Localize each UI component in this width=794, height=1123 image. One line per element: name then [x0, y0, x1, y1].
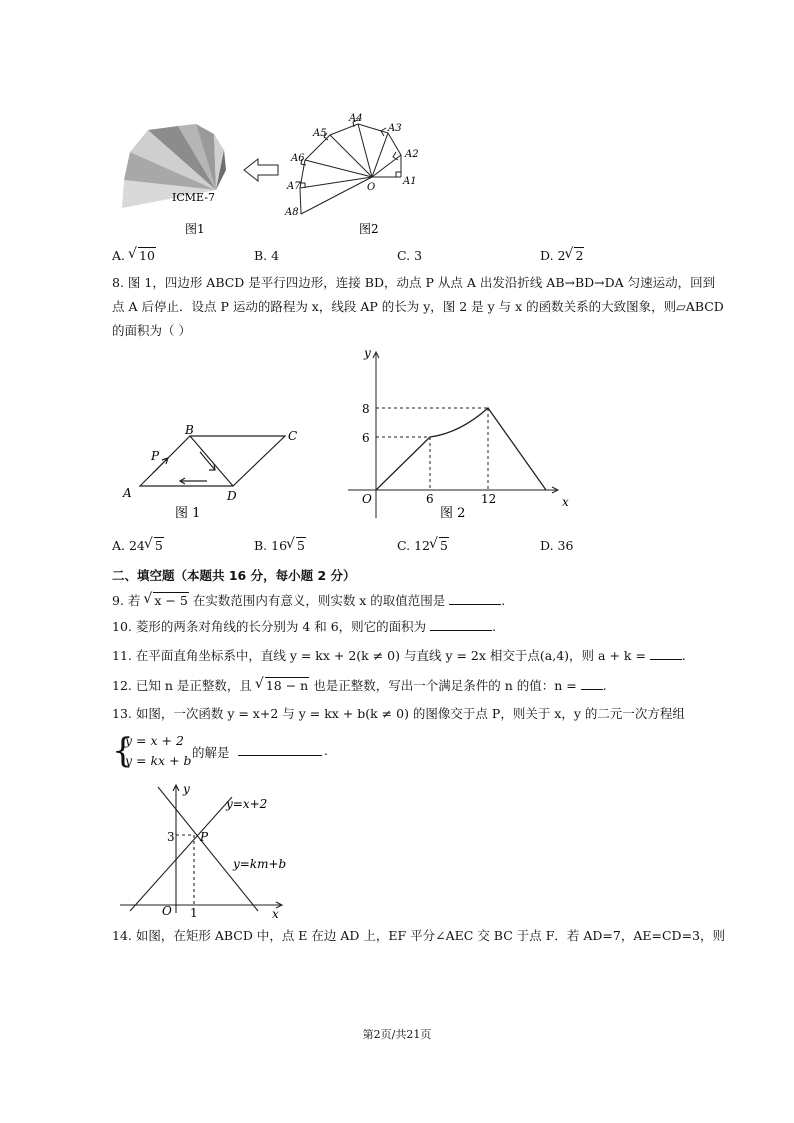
fig1-label: 图1	[185, 222, 205, 236]
answer-blank-q11[interactable]	[650, 647, 682, 660]
q13-line1-label: y=x+2	[226, 797, 268, 811]
left-arrow-icon	[244, 159, 278, 181]
sqrt-symbol: √ 5	[287, 538, 306, 553]
q13-line1: 13. 如图，一次函数 y = x+2 与 y = kx + b(k ≠ 0) 的图像交于点 P，则关于 x，y 的二元一次方程组	[112, 706, 685, 721]
q13-eq2: y = kx + b	[125, 753, 192, 768]
q8-choice-a[interactable]: A. 24√ 5	[112, 538, 164, 553]
point-a: A	[123, 486, 132, 500]
q8-fig2-label: 图 2	[440, 506, 466, 521]
q13-y-label: y	[183, 782, 190, 796]
q13-point-p: P	[200, 830, 209, 844]
q8-choice-c[interactable]: C. 12√ 5	[397, 538, 449, 553]
section-title: 二、填空题（本题共 16 分，每小题 2 分）	[112, 568, 356, 583]
q13-x-tick: 1	[190, 906, 198, 920]
question-9: 9. 若 √ x − 5 在实数范围内有意义，则实数 x 的取值范围是 .	[112, 590, 505, 612]
sqrt-symbol: √ 2	[565, 248, 584, 263]
graph-y-tick-6: 6	[362, 431, 370, 445]
q8-line1: 8. 图 1，四边形 ABCD 是平行四边形，连接 BD，动点 P 从点 A 出发沿折线 AB→BD→DA 匀速运动，回到	[112, 275, 716, 290]
q7-choice-b[interactable]: B. 4	[254, 248, 280, 263]
fan-figure	[0, 0, 794, 240]
q7-choice-c[interactable]: C. 3	[397, 248, 423, 263]
function-graph	[0, 340, 794, 540]
sqrt-symbol: √ 5	[430, 538, 449, 553]
point-b: B	[185, 423, 194, 437]
sqrt-symbol: √ 5	[145, 538, 164, 553]
q13-y-tick: 3	[167, 830, 175, 844]
question-10: 10. 菱形的两条对角线的长分别为 4 和 6，则它的面积为 .	[112, 619, 497, 634]
q8-choice-d[interactable]: D. 36	[540, 538, 574, 553]
q8-choice-b[interactable]: B. 16√ 5	[254, 538, 306, 553]
answer-blank-q12[interactable]	[581, 677, 603, 690]
graph-y-tick-8: 8	[362, 402, 370, 416]
graph-x-label: x	[562, 495, 569, 509]
graph-x-tick-6: 6	[426, 492, 434, 506]
point-a5: A5	[313, 128, 327, 139]
point-a6: A6	[291, 153, 305, 164]
q8-fig1-label: 图 1	[175, 506, 201, 521]
icme-text: ICME-7	[172, 191, 215, 204]
point-a2: A2	[405, 149, 419, 160]
q13-graph	[0, 775, 794, 925]
sqrt-symbol: √ 18 − n	[256, 675, 309, 697]
answer-blank-q13[interactable]	[238, 743, 322, 756]
point-a7: A7	[287, 181, 301, 192]
q7-choice-a[interactable]: A. √ 10	[112, 248, 156, 263]
q8-line3: 的面积为（ ）	[112, 323, 191, 338]
page-footer: 第2页/共21页	[362, 1028, 432, 1041]
brace-icon: {	[112, 731, 134, 771]
q13-eq1: y = x + 2	[125, 733, 184, 748]
point-c: C	[288, 429, 298, 443]
q8-line2: 点 A 后停止．设点 P 运动的路程为 x，线段 AP 的长为 y，图 2 是 y 与 x 的函数关系的大致图象，则▱ABCD	[112, 299, 724, 314]
graph-origin: O	[362, 492, 372, 506]
graph-x-tick-12: 12	[481, 492, 497, 506]
point-d: D	[227, 489, 237, 503]
point-a3: A3	[388, 123, 402, 134]
question-11: 11. 在平面直角坐标系中，直线 y = kx + 2(k ≠ 0) 与直线 y = 2x 相交于点(a,4)，则 a + k = .	[112, 648, 686, 663]
point-a1: A1	[403, 176, 417, 187]
q13-line2-label: y=km+b	[233, 857, 287, 871]
point-a4: A4	[349, 113, 363, 124]
graph-y-label: y	[364, 346, 371, 360]
sqrt-symbol: √ x − 5	[144, 590, 188, 612]
point-p: P	[151, 449, 160, 463]
answer-blank-q10[interactable]	[430, 618, 492, 631]
q13-origin: O	[162, 904, 172, 918]
q13-x-label: x	[272, 907, 279, 921]
sqrt-symbol: √ 10	[129, 248, 156, 263]
fig2-label: 图2	[359, 222, 379, 236]
answer-blank-q9[interactable]	[449, 592, 501, 605]
question-14: 14. 如图，在矩形 ABCD 中，点 E 在边 AD 上，EF 平分∠AEC 交 BC 于点 F．若 AD=7，AE=CD=3，则	[112, 928, 725, 943]
point-a8: A8	[285, 207, 299, 218]
q7-choice-d[interactable]: D. 2√ 2	[540, 248, 584, 263]
question-12: 12. 已知 n 是正整数，且 √ 18 − n 也是正整数，写出一个满足条件的 n 的值：n = .	[112, 675, 607, 697]
point-o: O	[367, 182, 376, 193]
